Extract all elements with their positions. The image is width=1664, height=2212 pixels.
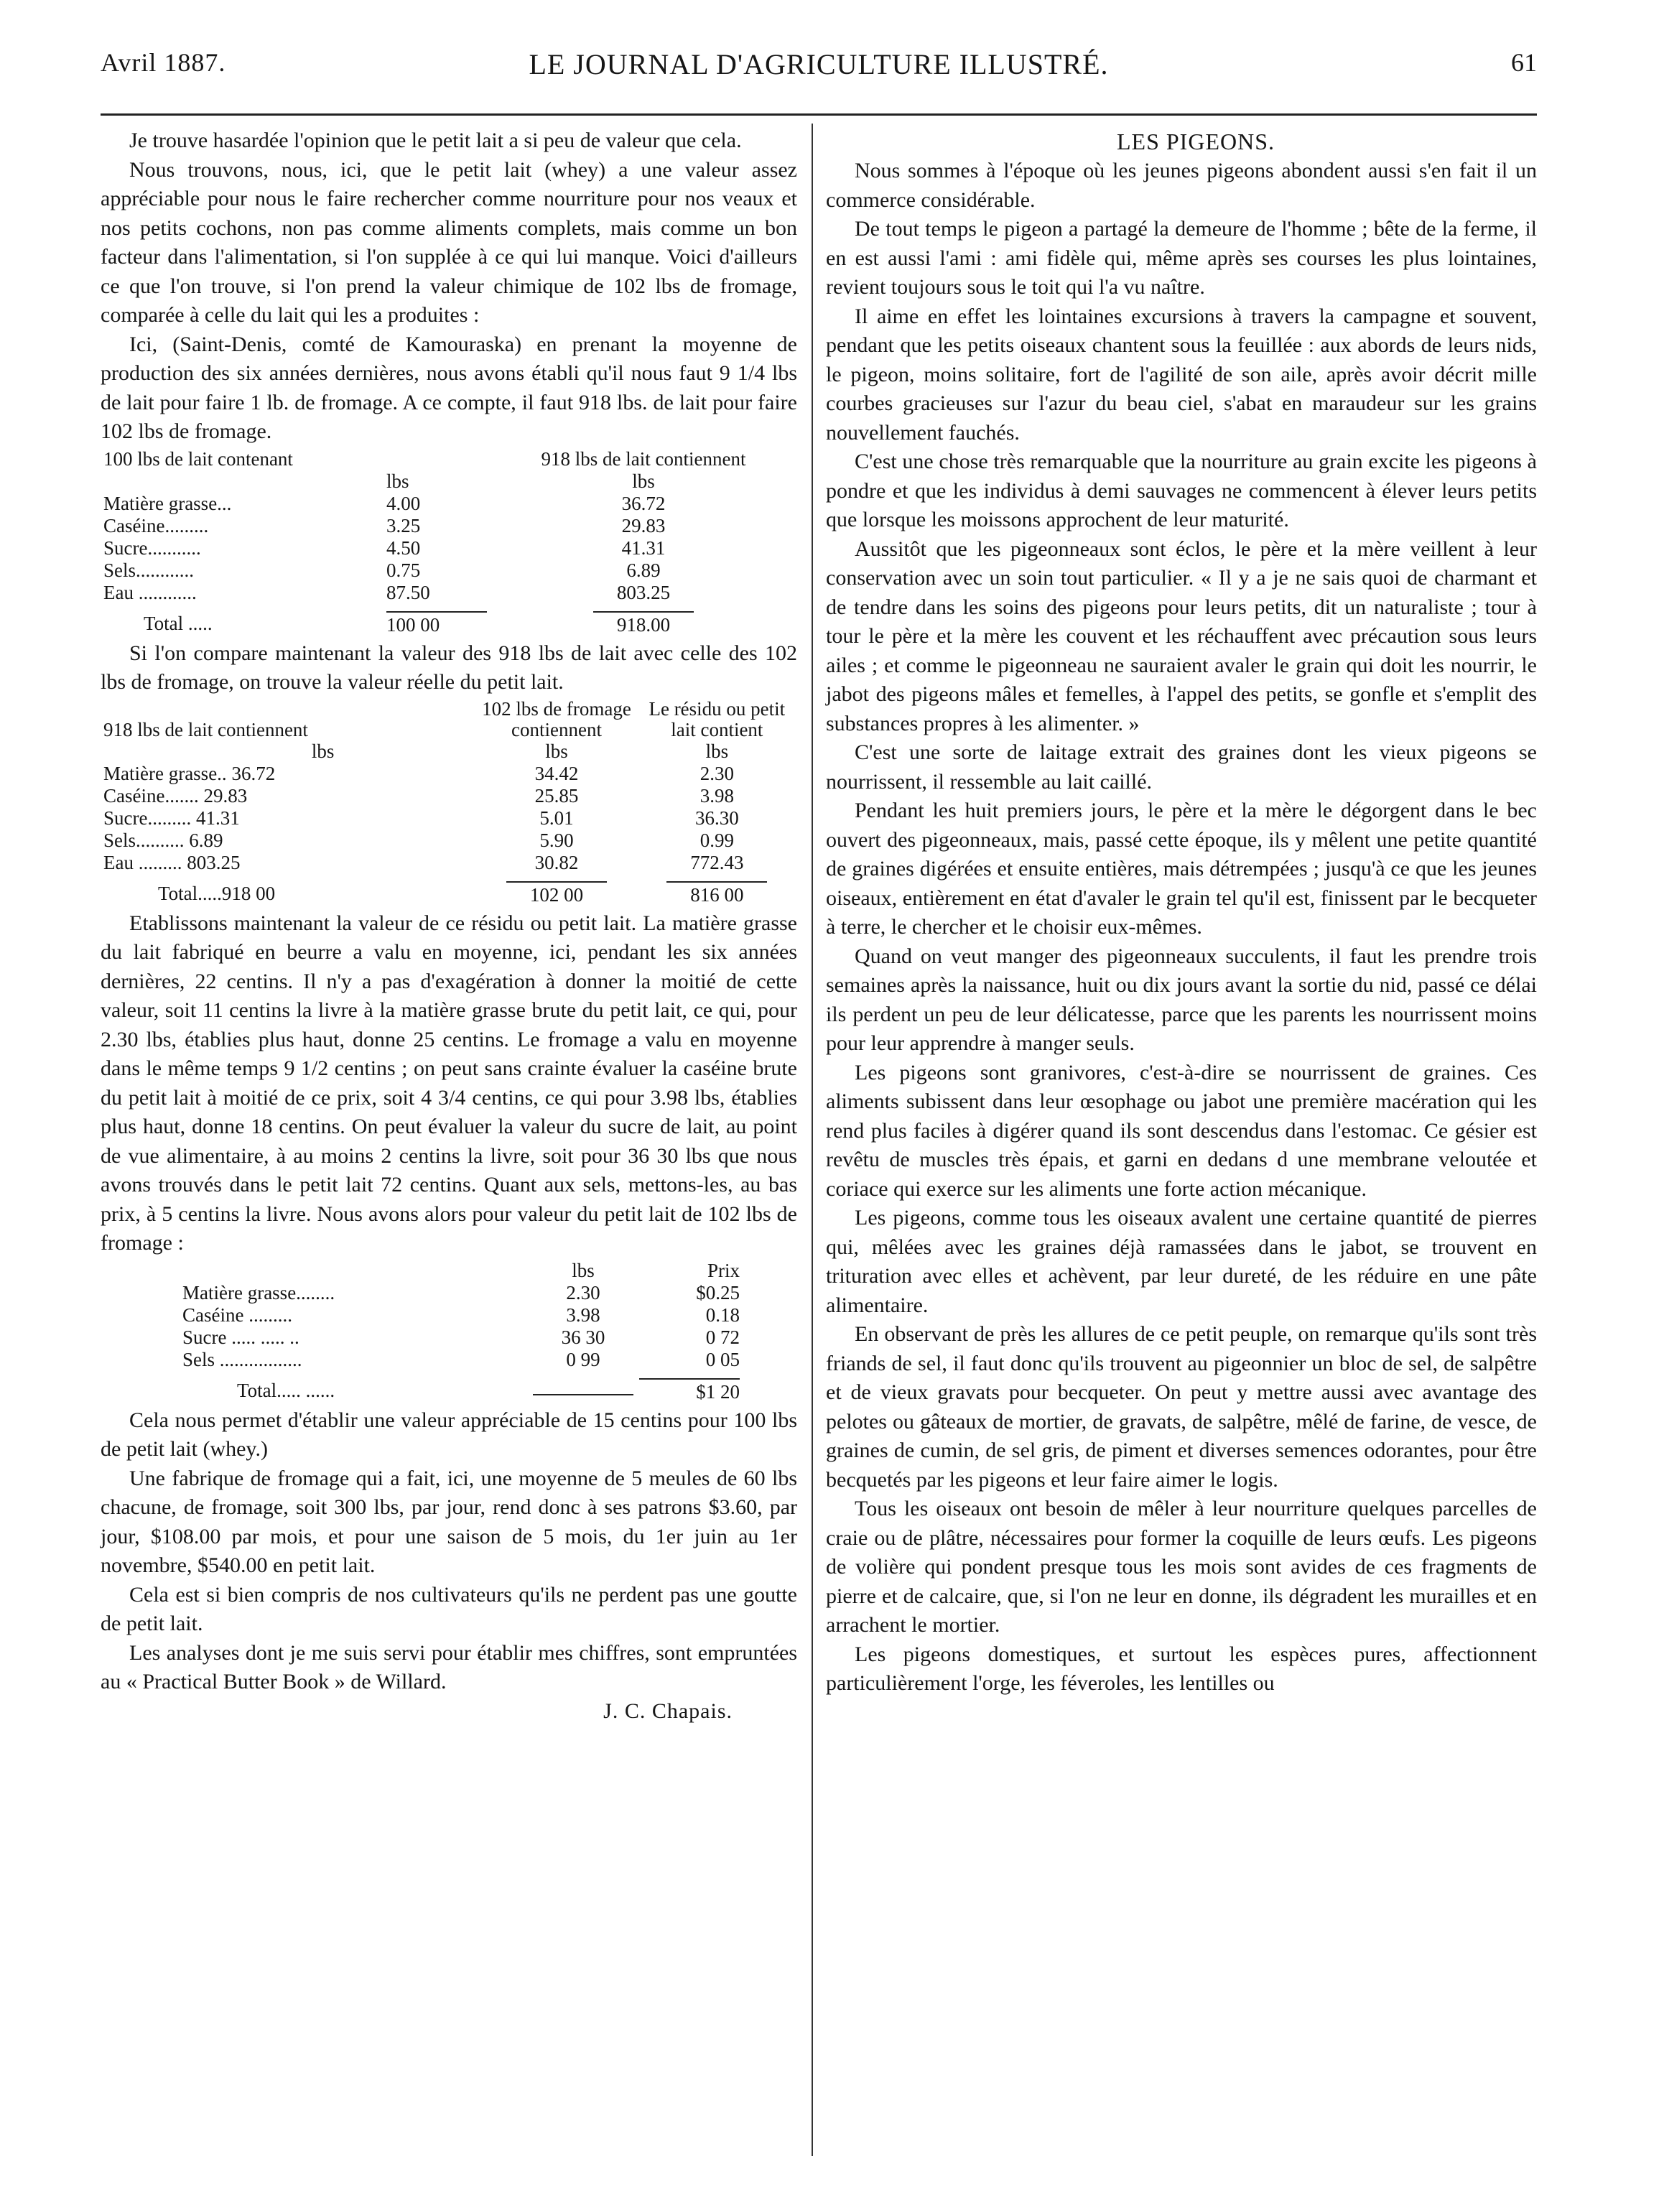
journal-title: LE JOURNAL D'AGRICULTURE ILLUSTRÉ. <box>529 48 1109 80</box>
column-divider <box>812 124 813 2156</box>
milk-composition-table <box>101 448 797 636</box>
table-row: Sucre ..... ..... .. 36 30 0 72 <box>182 1326 740 1348</box>
table-total-row: Total..... ...... $1 20 <box>237 1379 740 1403</box>
table-row: Caséine......... 3.25 29.83 <box>103 514 666 536</box>
table-header: 918 lbs de lait contiennent <box>103 718 308 740</box>
paragraph: Les pigeons, comme tous les oiseaux avalent une certaine quantité de pierres qui, mêlées avec les graines déjà ramassées dans le jabot, se trouvent en trituration avec elles et achèvent, par leur dureté, de les réduire en une pâte alimentaire. <box>826 1206 1537 1317</box>
left-column <box>101 126 797 1726</box>
table-header: Le résidu ou petit lait contient <box>649 697 786 740</box>
unit-label: lbs <box>545 740 568 762</box>
unit-label: lbs <box>311 740 335 762</box>
paragraph: C'est une chose très remarquable que la nourriture au grain excite les pigeons à pondre et que les individus à demi sauvages ne commencent à élever leurs petits que lorsque les moissons approchent de leur maturité. <box>826 450 1537 531</box>
paragraph: Aussitôt que les pigeonneaux sont éclos, le père et la mère veillent à leur conservation avec un soin tout particulier. « Il y a je ne sais quoi de charmant et de tendre dans les soins des pigeons pour leurs petits, dit un naturaliste ; tour à tour le père et la mère les couvent et les réchauffent avec précaution sous leurs ailes ; et comme le pigeonneau ne sauraient avaler le grain qui doit les nourrir, le jabot des pigeons mâles et femelles, à l'appel des petits, se gonfle et s'emplit des substances propres à les alimenter. » <box>826 536 1537 735</box>
table-row: Matière grasse.. 36.72 34.42 2.30 <box>103 762 734 784</box>
table-total-row: Total.....918 00 102 00 816 00 <box>101 874 797 906</box>
paragraph: Cela nous permet d'établir une valeur appréciable de 15 centins pour 100 lbs de petit lait (whey.) <box>101 1408 797 1461</box>
whey-value-table <box>180 1260 768 1403</box>
paragraph: Tous les oiseaux ont besoin de mêler à leur nourriture quelques parcelles de craie ou de plâtre, nécessaires pour former la coquille de leurs œufs. Les pigeons de volière qui pondent presque tous les mois sont avides de ces fragments de pierre et de calcaire, que, si l'on ne leur en donne, ils dégradent les murailles et en arrachent le mortier. <box>826 1497 1537 1637</box>
article-heading: LES PIGEONS. <box>1116 129 1275 154</box>
paragraph: Il aime en effet les lointaines excursions à travers la campagne et souvent, pendant que les petits oiseaux chantent sous la feuillée : aux abords de leurs nids, le pigeon, moins solitaire, fort de l'agilité de son aile, après avoir décrit mille courbes gracieuses sur l'azur du beau ciel, s'abat en maraudeur sur les grains nouvellement fauchés. <box>826 304 1537 445</box>
table-total-row: Total ..... 100 00 918.00 <box>101 604 797 636</box>
paragraph: Les pigeons domestiques, et surtout les espèces pures, affectionnent particulièrement l'orge, les féveroles, les lentilles ou <box>826 1642 1537 1695</box>
paragraph: Nous sommes à l'époque où les jeunes pigeons abondent aussi s'en fait il un commerce considérable. <box>826 159 1537 212</box>
table-row: Sucre........... 4.50 41.31 <box>103 536 666 559</box>
header-rule <box>101 113 1537 116</box>
price-header: Prix <box>707 1259 740 1281</box>
table-header: 100 lbs de lait contenant <box>103 447 293 470</box>
unit-label: lbs <box>386 470 409 492</box>
unit-label: lbs <box>632 470 655 492</box>
table-row: Eau ......... 803.25 30.82 772.43 <box>103 851 744 873</box>
paragraph: Pendant les huit premiers jours, le père et la mère le dégorgent dans le bec ouvert des pigeonneaux, mais, passé cette époque, ils y mêlent une petite quantité de graines digérées et ensuite entières, mais détrempées ; jusqu'à ce que les jeunes oiseaux, entièrement en état d'avaler le grain tel qu'il est, finissent par le becqueter à terre, le chercher et le choisir eux-mêmes. <box>826 799 1537 939</box>
paragraph: Les pigeons sont granivores, c'est-à-dire se nourrissent de graines. Ces aliments subissent dans leur œsophage ou jabot une première macération qui les rend plus faciles à digérer quand ils sont descendus dans l'estomac. Ce gésier est revêtu de muscles très épais, et garni en dedans d une membrane veloutée et coriace qui exerce sur les aliments une forte action mécanique. <box>826 1060 1537 1201</box>
table-row: Eau ............ 87.50 803.25 <box>103 581 671 603</box>
author-signature: J. C. Chapais. <box>603 1698 733 1723</box>
paragraph: En observant de près les allures de ce petit peuple, on remarque qu'ils sont très friands de sel, il faut donc qu'ils trouvent au pigeonnier un bloc de sel, de salpêtre et de vieux gravats pour becqueter. On peut y mettre aussi avec avantage des pelotes ou gâteaux de mortier, de gravats, de salpêtre, mêlé de farine, de vesce, de graines de cumin, de sel gris, de piment et diverses semences odorantes, pour être becquetés par les pigeons et leur faire aimer le logis. <box>826 1322 1537 1492</box>
table-row: Caséine ......... 3.98 0.18 <box>182 1304 740 1326</box>
paragraph: Ici, (Saint-Denis, comté de Kamouraska) en prenant la moyenne de production des six années dernières, nous avons établi qu'il nous faut 9 1/4 lbs de lait pour faire 1 lb. de fromage. A ce compte, il faut 918 lbs. de lait pour faire 102 lbs de fromage. <box>101 332 797 443</box>
paragraph: Etablissons maintenant la valeur de ce résidu ou petit lait. La matière grasse du lait fabriqué en beurre a valu en moyenne, ici, pendant les six années dernières, 22 centins. Il n'y a pas d'exagération à donner la moitié de cette valeur, soit 11 centins la livre à la matière grasse brute du petit lait, ce qui, pour 2.30 lbs, établies plus haut, donne 25 centins. Le fromage a valu en moyenne dans le même temps 9 1/2 centins ; on peut sans crainte évaluer la caséine brute du petit lait à moitié de ce prix, soit 4 3/4 centins, ce qui pour 3.98 lbs, établies plus haut, donne 18 centins. On peut évaluer la valeur du sucre de lait, au point de vue alimentaire, à au moins 2 centins la livre, soit pour 36 30 lbs que nous avons trouvés dans le petit lait 72 centins. Quant aux sels, mettons-les, au bas prix, à 5 centins la livre. Nous avons alors pour valeur du petit lait de 102 lbs de fromage : <box>101 911 797 1255</box>
paragraph: Je trouve hasardée l'opinion que le petit lait a si peu de valeur que cela. <box>129 129 742 152</box>
table-row: Sels............ 0.75 6.89 <box>103 559 661 581</box>
header-date: Avril 1887. <box>101 48 226 77</box>
right-column <box>826 126 1537 1698</box>
paragraph: Si l'on compare maintenant la valeur des 918 lbs de lait avec celle des 102 lbs de fromage, on trouve la valeur réelle du petit lait. <box>101 641 797 694</box>
paragraph: Cela est si bien compris de nos cultivateurs qu'ils ne perdent pas une goutte de petit lait. <box>101 1582 797 1635</box>
table-row: Sels.......... 6.89 5.90 0.99 <box>103 829 734 851</box>
table-row: Matière grasse........ 2.30 $0.25 <box>182 1281 740 1304</box>
page-number: 61 <box>1511 48 1537 77</box>
paragraph: De tout temps le pigeon a partagé la demeure de l'homme ; bête de la ferme, il en est aussi l'ami : ami fidèle qui, même après ses courses les plus lointaines, revient toujours sous le toit qui l'a vu naître. <box>826 217 1537 299</box>
paragraph: Nous trouvons, nous, ici, que le petit lait (whey) a une valeur assez appréciable pour nous le faire rechercher comme nourriture pour nos veaux et nos petits cochons, non pas comme aliments complets, mais comme un bon facteur dans l'alimentation, si l'on supplée à ce qui lui manque. Voici d'ailleurs ce que l'on trouve, si l'on prend la valeur chimique de 102 lbs de fromage, comparée à celle du lait qui les a produites : <box>101 157 797 327</box>
paragraph: Une fabrique de fromage qui a fait, ici, une moyenne de 5 meules de 60 lbs chacune, de fromage, soit 300 lbs, par jour, rend donc à ses patrons $3.60, par jour, $108.00 par mois, et pour une saison de 5 mois, du 1er juin au 1er novembre, $540.00 en petit lait. <box>101 1466 797 1577</box>
page-header <box>101 47 1537 90</box>
paragraph: Les analyses dont je me suis servi pour établir mes chiffres, sont empruntées au « Practical Butter Book » de Willard. <box>101 1640 797 1693</box>
unit-label: lbs <box>705 740 729 762</box>
paragraph: Quand on veut manger des pigeonneaux succulents, il faut les prendre trois semaines après la naissance, huit ou dix jours avant la sortie du nid, passé ce délai ils perdent un peu de leur délicatesse, parce que les parents les nourrissent moins pour leur apprendre à manger seuls. <box>826 944 1537 1055</box>
table-row: Caséine....... 29.83 25.85 3.98 <box>103 784 734 807</box>
table-row: Sucre......... 41.31 5.01 36.30 <box>103 807 739 829</box>
unit-label: lbs <box>572 1259 595 1281</box>
table-header: 918 lbs de lait contiennent <box>541 447 746 470</box>
whey-comparison-table <box>101 699 797 906</box>
table-row: Matière grasse... 4.00 36.72 <box>103 492 666 514</box>
table-header: 102 lbs de fromage contiennent <box>482 697 631 740</box>
table-row: Sels ................. 0 99 0 05 <box>182 1348 740 1370</box>
paragraph: C'est une sorte de laitage extrait des graines dont les vieux pigeons se nourrissent, il ressemble au lait caillé. <box>826 740 1537 794</box>
